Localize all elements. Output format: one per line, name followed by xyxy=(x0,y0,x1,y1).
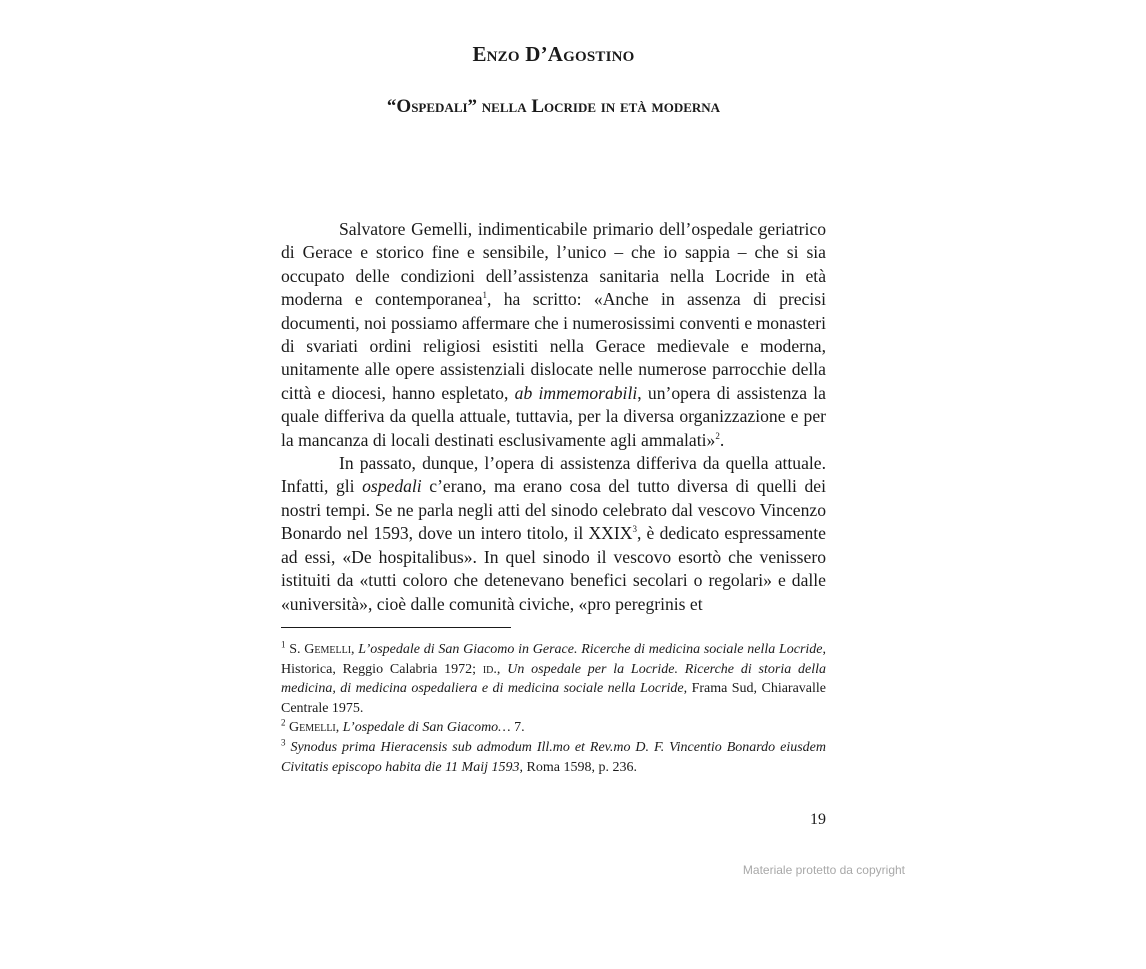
fn1-author: Gemelli xyxy=(304,642,352,657)
fn1-text-e: , Frama Sud, Chiaravalle Centrale 1975. xyxy=(281,681,827,716)
footnotes xyxy=(281,640,826,777)
footnote-1-number: 1 xyxy=(281,639,286,650)
fn1-text-b: , xyxy=(351,642,359,657)
p1-text-1: Salvatore Gemelli, indimenticabile primario dell’ospedale geriatrico di Gerace e storico fine e sensibile, l’unico – che io sappia – che si sia occupato delle condizioni dell’assistenza sanitaria nella Locride in età moderna e contemporanea xyxy=(281,219,826,310)
fn3-title: Synodus prima Hieracensis sub admodum Ill.mo et Rev.mo D. F. Vincentio Bonardo eiusdem Civitatis episcopo habita die 11 Maij 1593 xyxy=(281,739,827,775)
p1-italic-1: ab immemorabili xyxy=(514,382,638,403)
fn1-ibid: id. xyxy=(482,661,497,677)
author-name: Enzo D’Agostino xyxy=(472,42,635,66)
footnote-ref-2: 2 xyxy=(715,430,720,441)
fn2-text-b: 7. xyxy=(510,720,525,736)
p2-italic-1: ospedali xyxy=(362,476,422,497)
p2-text-2: c’erano, ma erano cosa del tutto diversa di quelli dei nostri tempi. Se ne parla negli atti del sinodo celebrato dal vescovo Vincenzo Bonardo nel 1593, dove un intero titolo, il XXIX xyxy=(281,476,826,544)
footnote-ref-1: 1 xyxy=(482,290,488,301)
p1-text-4: . xyxy=(719,429,725,450)
body-text xyxy=(281,218,826,616)
footnote-2-number: 2 xyxy=(281,717,286,728)
copyright-watermark: Materiale protetto da copyright xyxy=(742,863,905,877)
footnote-ref-3: 3 xyxy=(632,524,637,535)
footnote-3-number: 3 xyxy=(281,737,286,748)
fn1-text-c: , Historica, Reggio Calabria 1972; xyxy=(281,642,827,677)
paragraph-1 xyxy=(281,218,826,452)
footnote-3 xyxy=(281,738,826,777)
footnote-1 xyxy=(281,640,826,718)
fn1-title-1: L’ospedale di San Giacomo in Gerace. Ricerche di medicina sociale nella Locride xyxy=(358,642,823,657)
page-number: 19 xyxy=(810,811,826,828)
p2-text-3: , è dedicato espressamente ad essi, «De hospitalibus». In quel sinodo il vescovo esortò che venissero istituiti da «tutti coloro che detenevano benefici secolari o regolari» e dalle «università», cioè dalle comunità civiche, «pro peregrinis et xyxy=(281,523,826,614)
p2-text-1: In passato, dunque, l’opera di assistenza differiva da quella attuale. Infatti, gli xyxy=(281,453,826,497)
fn3-text-a: , Roma 1598, p. 236. xyxy=(519,759,637,775)
footnote-2 xyxy=(281,718,826,738)
p1-text-3: , un’opera di assistenza la quale differiva da quella attuale, tuttavia, per la diversa organizzazione e per la mancanza di locali destinati esclusivamente agli ammalati» xyxy=(281,382,826,450)
paragraph-2 xyxy=(281,452,826,616)
chapter-title: “Ospedali” nella Locride in età moderna xyxy=(386,96,721,117)
fn2-title: L’ospedale di San Giacomo… xyxy=(342,720,511,736)
footnote-separator xyxy=(281,627,511,628)
fn1-text-d: , xyxy=(496,661,508,677)
fn1-text-a: S. xyxy=(289,642,305,657)
fn2-author: Gemelli xyxy=(289,720,336,736)
p1-text-2: , ha scritto: «Anche in assenza di precisi documenti, noi possiamo affermare che i numerosissimi conventi e monasteri di svariati ordini religiosi esistiti nella Gerace medievale e moderna, unitamente alle opere assistenziali dislocate nelle numerose parrocchie della città e diocesi, hanno espletato, xyxy=(281,289,826,403)
fn1-title-2: Un ospedale per la Locride. Ricerche di storia della medicina, di medicina ospedaliera e di medicina sociale nella Locride xyxy=(281,661,827,697)
fn2-text-a: , xyxy=(335,720,343,736)
